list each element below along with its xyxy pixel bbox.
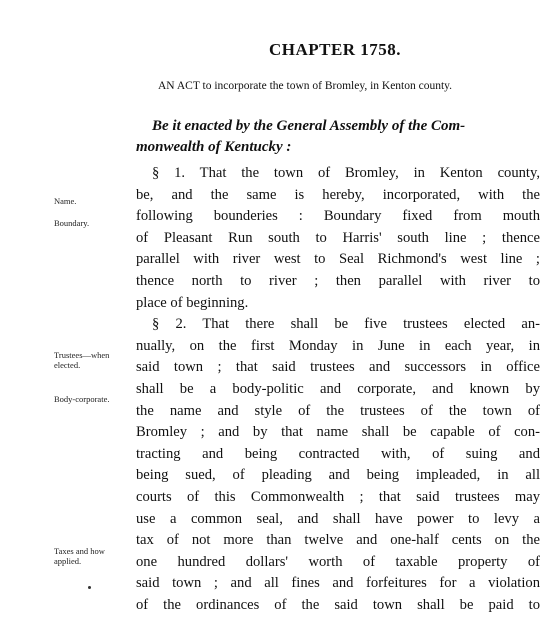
section-1-line: parallel with river west to Seal Richmond's west line ; (136, 251, 540, 268)
section-2-line: tax of not more than twelve and one-half cents on the (136, 532, 540, 549)
margin-note-body-corporate (54, 394, 109, 404)
margin-note-line: Boundary. (54, 218, 90, 228)
margin-note-line: Body-corporate. (54, 394, 110, 404)
section-2-line: § 2. That there shall be five trustees elected an- (152, 316, 540, 333)
section-1-line: of Pleasant Run south to Harris' south line ; thence (136, 229, 540, 246)
chapter-heading: CHAPTER 1758. (268, 40, 402, 59)
section-1-line: following bounderies : Boundary fixed from mouth (136, 208, 540, 225)
section-2-line: of the ordinances of the said town shall be paid to (136, 596, 540, 613)
section-2-line: said town ; that said trustees and successors in office (136, 359, 540, 376)
act-title: AN ACT to incorporate the town of Bromley, in Kenton county. (158, 80, 453, 92)
section-2-line: the name and style of the trustees of the town of (136, 402, 540, 419)
margin-note-line: applied. (54, 556, 82, 566)
margin-note-boundary (54, 218, 89, 228)
section-2-line: being sued, of pleading and being impleaded, in all (136, 467, 540, 484)
enacting-line: Be it enacted by the General Assembly of the Com- (152, 118, 466, 134)
section-2-line: one hundred dollars' worth of taxable property of (136, 553, 540, 570)
margin-note-taxes (54, 546, 105, 566)
section-1-line: thence north to river ; then parallel with river to (136, 272, 540, 289)
margin-note-line: elected. (54, 360, 81, 370)
enacting-line: monwealth of Kentucky : (136, 139, 292, 155)
section-2-line: Bromley ; and by that name shall be capable of con- (136, 424, 540, 441)
ink-speck (88, 586, 91, 589)
section-2-line: shall be a body-politic and corporate, and known by (136, 380, 540, 397)
section-1-line: § 1. That the town of Bromley, in Kenton county, (152, 165, 540, 181)
margin-note-line: Trustees—when (54, 350, 110, 360)
margin-note-line: Name. (54, 196, 77, 206)
section-1-line: place of beginning. (136, 294, 249, 311)
section-2-line: use a common seal, and shall have power to levy a (136, 510, 540, 527)
section-2-line: courts of this Commonwealth ; that said trustees may (136, 488, 540, 505)
enacting-clause (136, 116, 540, 158)
section-2-line: tracting and being contracted with, of suing and (136, 445, 540, 462)
margin-note-name (54, 196, 76, 206)
margin-note-trustees (54, 350, 109, 370)
body-text (136, 163, 540, 616)
section-1-line: be, and the same is hereby, incorporated, with the (136, 186, 540, 203)
section-2-line: nually, on the first Monday in June in each year, in (136, 337, 540, 354)
margin-note-line: Taxes and how (54, 546, 105, 556)
section-2-line: said town ; and all fines and forfeitures for a violation (136, 575, 540, 592)
